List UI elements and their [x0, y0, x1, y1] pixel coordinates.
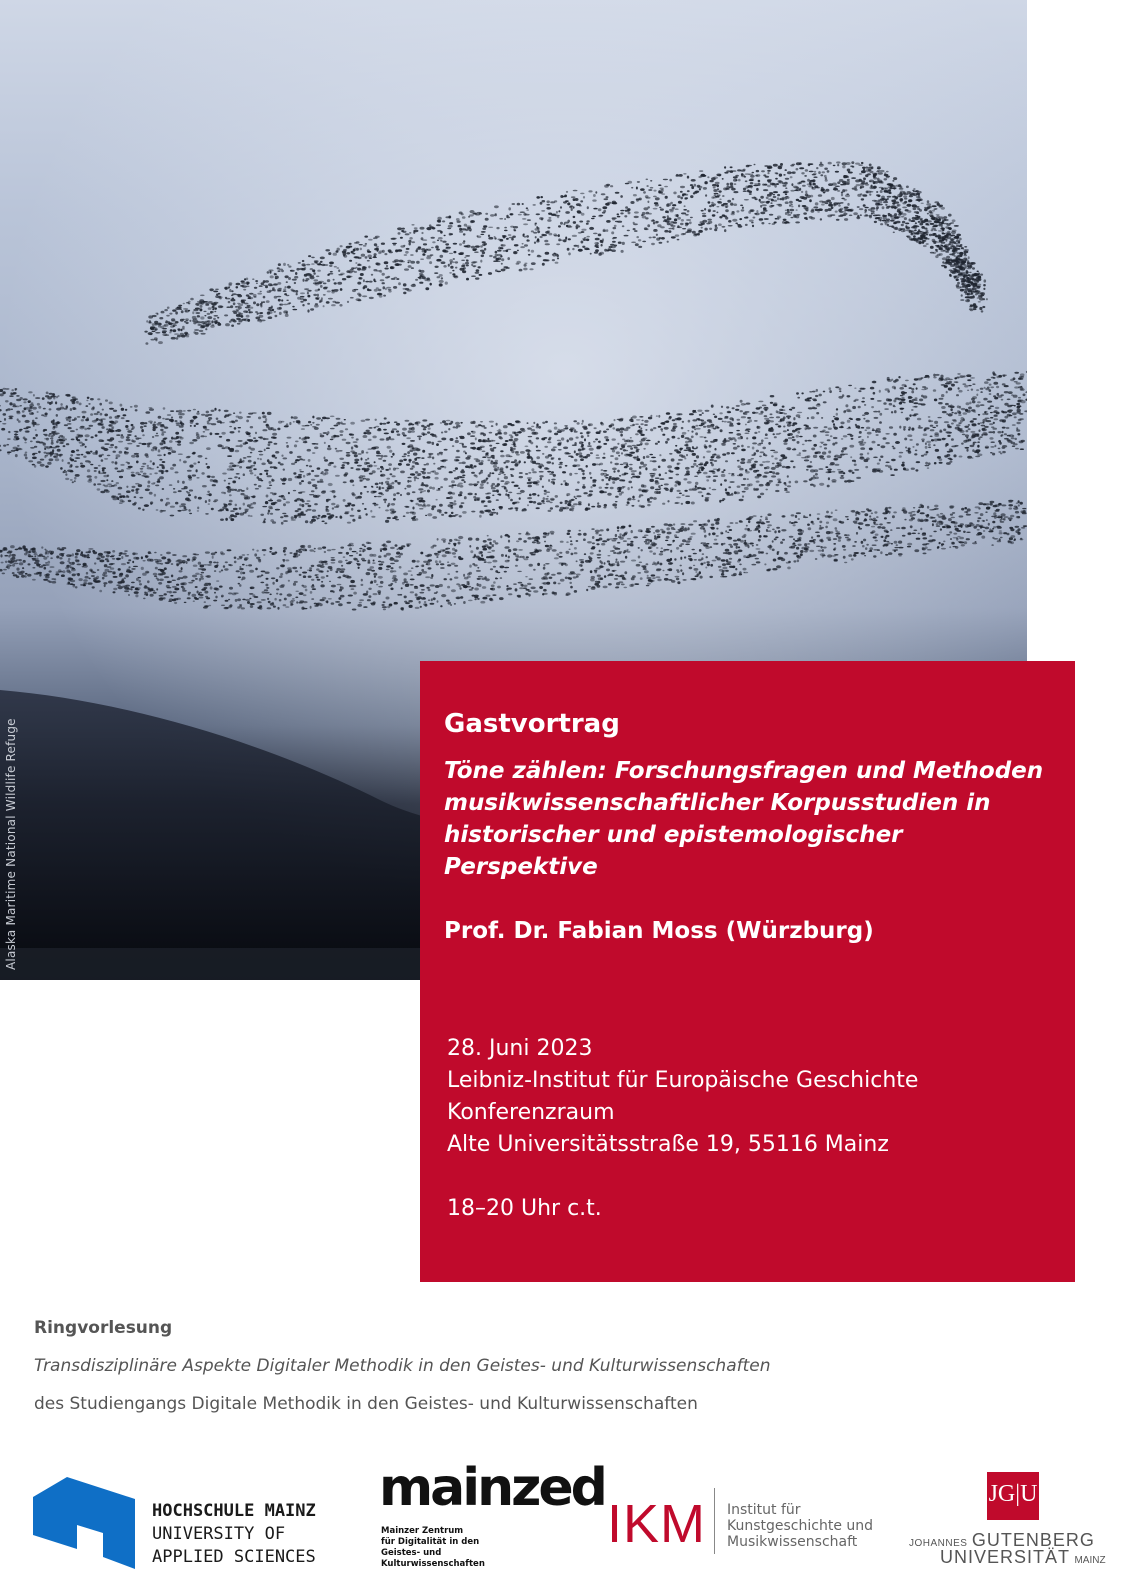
ikm-institute-name — [727, 1502, 873, 1550]
event-address: Alte Universitätsstraße 19, 55116 Mainz — [447, 1132, 889, 1157]
ikm-divider — [714, 1488, 715, 1554]
mainzed-logo: mainzed — [379, 1458, 605, 1518]
event-room: Konferenzraum — [447, 1100, 615, 1125]
hsm-line: APPLIED SCIENCES — [152, 1547, 316, 1567]
event-venue: Leibniz-Institut für Europäische Geschichte — [447, 1068, 919, 1093]
ikm-logo: IKM — [607, 1494, 707, 1554]
lecture-title-line: Töne zählen: Forschungsfragen und Methoden — [444, 758, 1044, 784]
speaker-name: Prof. Dr. Fabian Moss (Würzburg) — [444, 918, 874, 944]
lecture-title-line: historischer und epistemologischer Perspektive — [444, 822, 903, 880]
ikm-line: Kunstgeschichte und — [727, 1518, 874, 1534]
jgu-wordmark-bottom — [940, 1547, 1106, 1568]
mainzed-sub-line: für Digitalität in den — [381, 1537, 480, 1547]
ikm-line: Institut für — [727, 1502, 801, 1518]
lecture-series — [34, 1318, 771, 1414]
jgu-city: MAINZ — [1074, 1555, 1106, 1566]
series-label: Ringvorlesung — [34, 1318, 173, 1338]
jgu-mark: JG|U — [988, 1481, 1038, 1507]
ikm-line: Musikwissenschaft — [727, 1534, 858, 1550]
hsm-line: UNIVERSITY OF — [152, 1524, 286, 1544]
photo-credit: Alaska Maritime National Wildlife Refuge — [4, 718, 18, 970]
lecture-title — [444, 755, 1054, 883]
event-time: 18–20 Uhr c.t. — [447, 1196, 602, 1221]
series-program: des Studiengangs Digitale Methodik in den Geistes- und Kulturwissenschaften — [34, 1394, 698, 1414]
jgu-name2: UNIVERSITÄT — [940, 1547, 1071, 1567]
series-title: Transdisziplinäre Aspekte Digitaler Methodik in den Geistes- und Kulturwissenschaften — [34, 1356, 771, 1376]
jgu-pre: JOHANNES — [909, 1538, 968, 1549]
event-type: Gastvortrag — [444, 709, 620, 739]
hsm-line: HOCHSCHULE MAINZ — [152, 1501, 316, 1521]
event-date: 28. Juni 2023 — [447, 1036, 593, 1061]
event-info-box — [420, 661, 1075, 1282]
mainzed-sub-line: Geistes- und — [381, 1548, 442, 1558]
mainzed-sub-line: Kulturwissenschaften — [381, 1559, 485, 1569]
jgu-name1: GUTENBERG — [971, 1530, 1095, 1550]
event-details — [447, 1033, 918, 1161]
mainzed-subtitle — [381, 1526, 485, 1570]
hochschule-mainz-logo-icon — [33, 1477, 135, 1569]
mainzed-sub-line: Mainzer Zentrum — [381, 1526, 464, 1536]
lecture-title-line: musikwissenschaftlicher Korpusstudien in — [444, 790, 991, 816]
hochschule-mainz-logo — [152, 1500, 316, 1569]
